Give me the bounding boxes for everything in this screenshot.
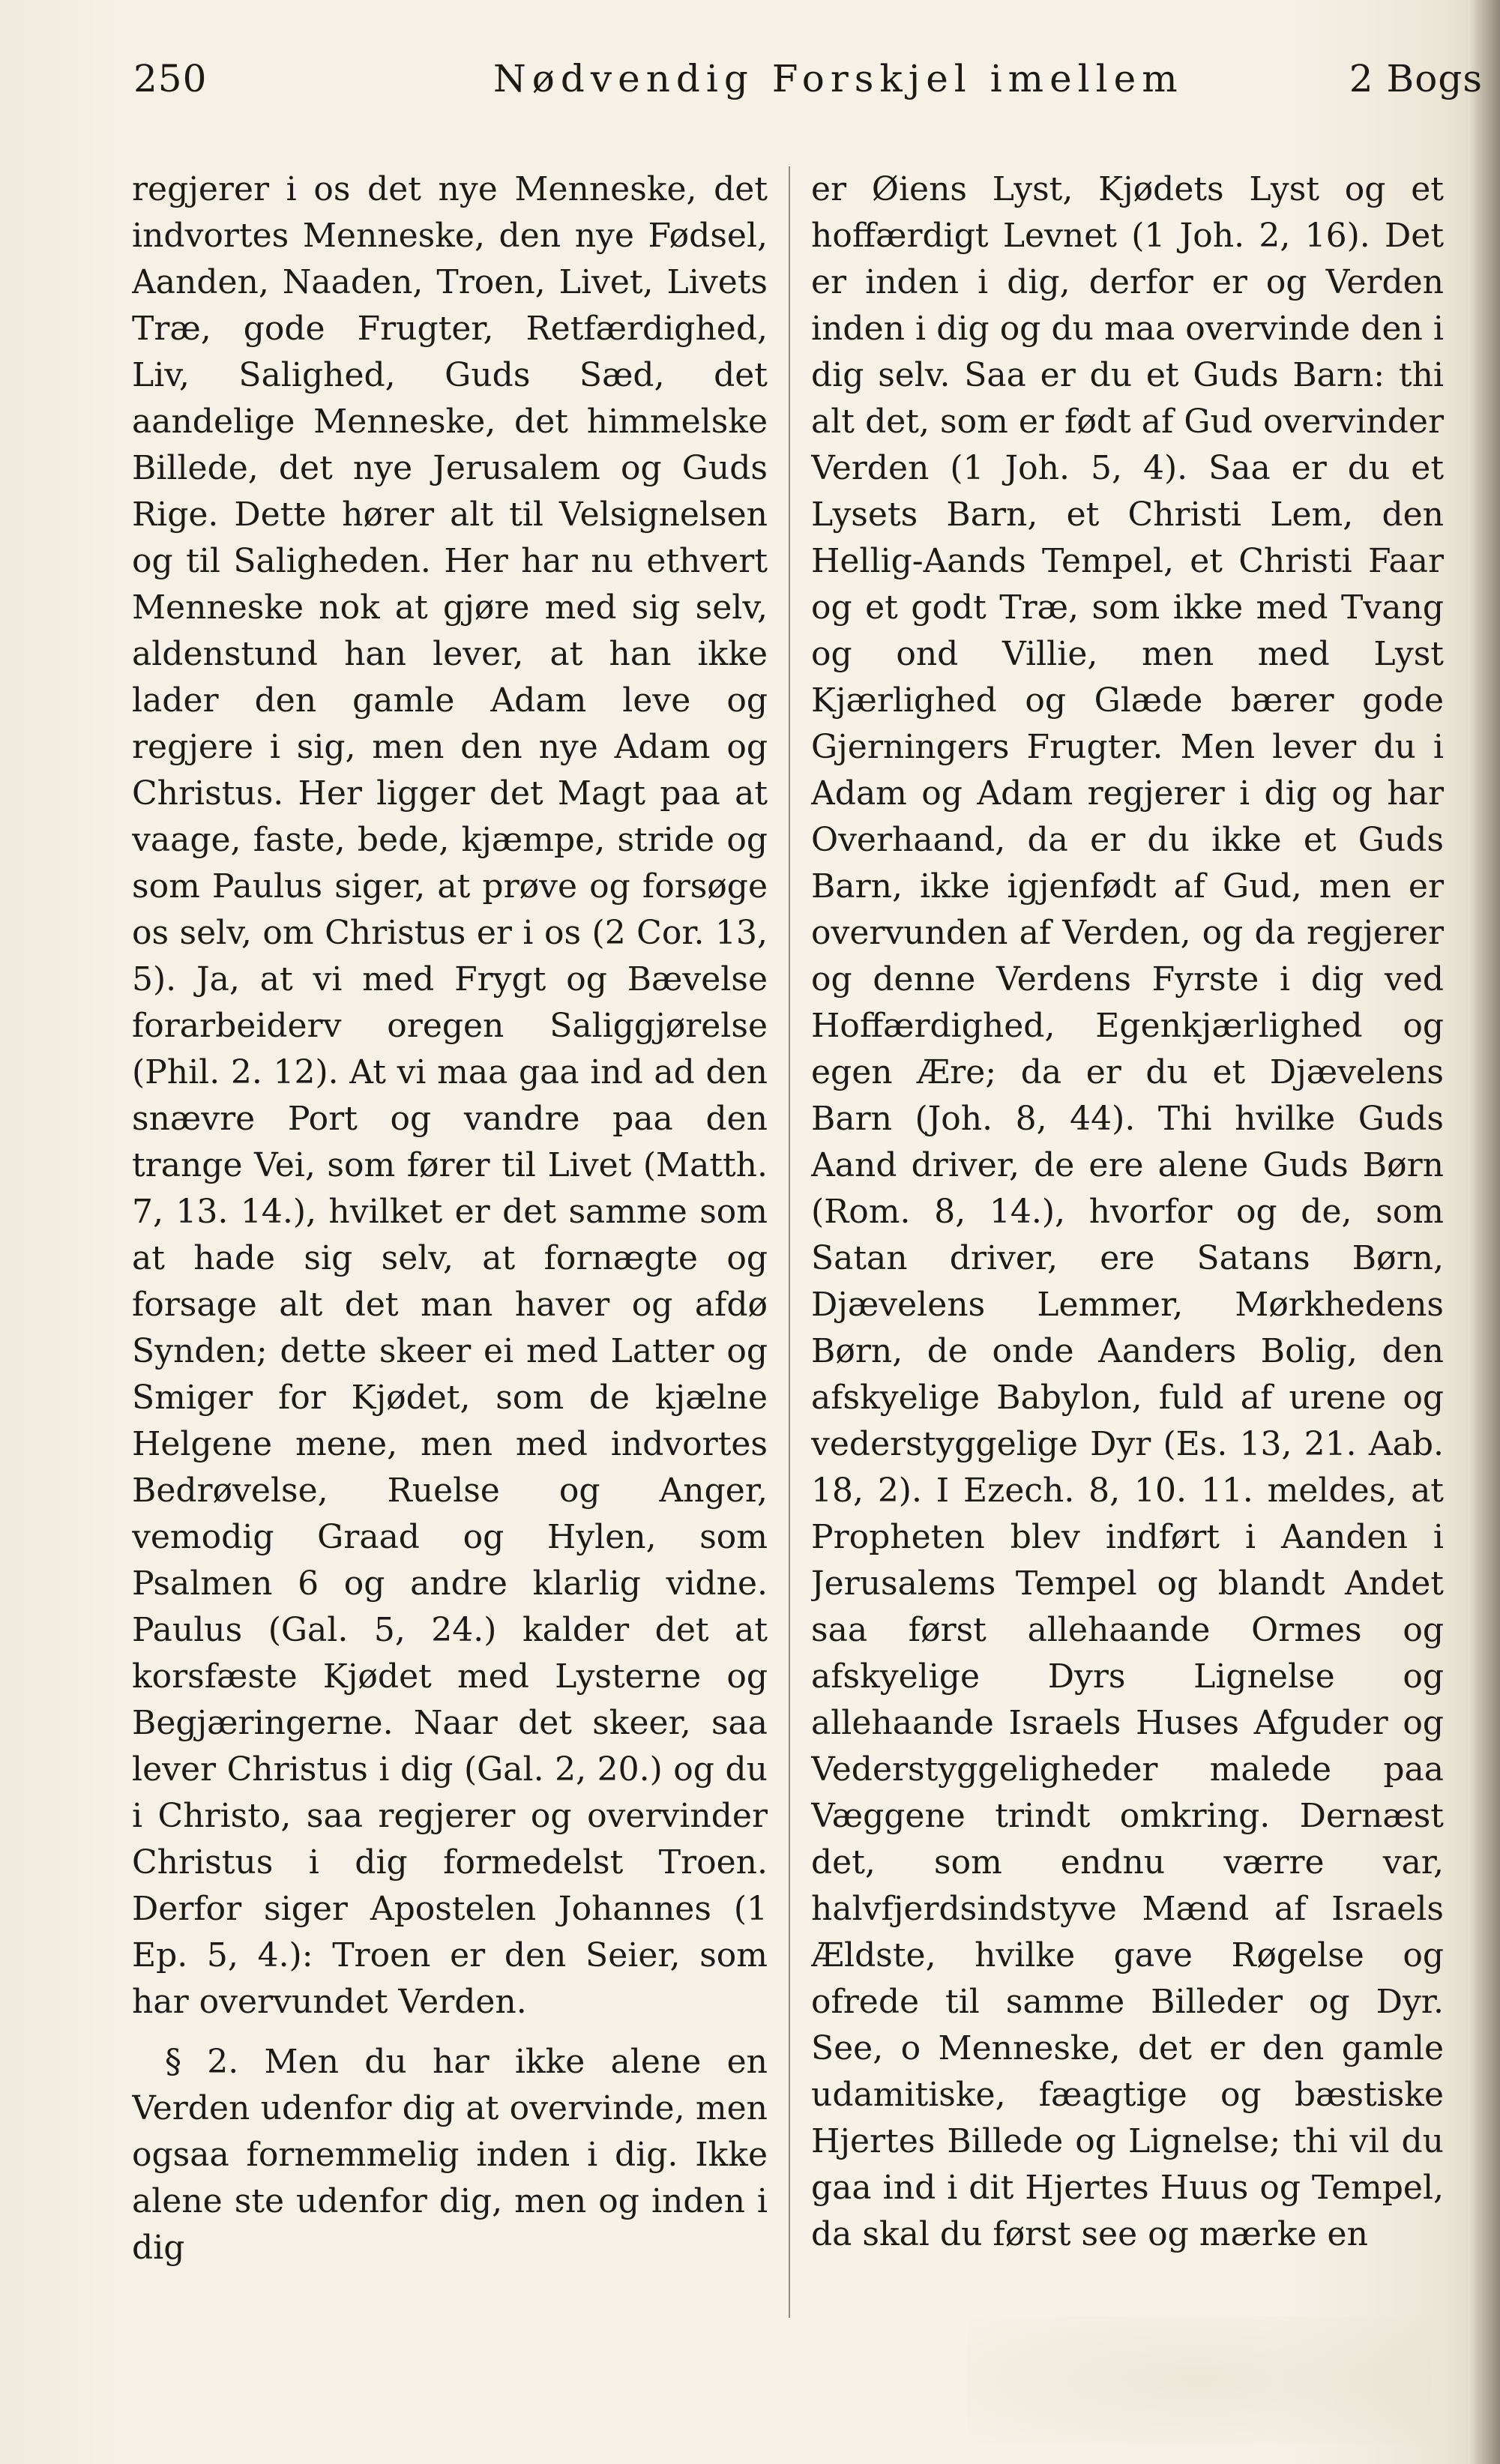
running-header — [133, 51, 1483, 118]
right-paragraph-1: er Øiens Lyst, Kjødets Lyst og et hoffærdigt Levnet (1 Joh. 2, 16). Det er inden i dig, derfor er og Verden inden i dig og du maa overvinde den i dig selv. Saa er du et Guds Barn: thi alt det, som er født af Gud overvinder Verden (1 Joh. 5, 4). Saa er du et Lysets Barn, et Christi Lem, den Hellig-Aands Tempel, et Christi Faar og et godt Træ, som ikke med Tvang og ond Villie, men med Lyst Kjærlighed og Glæde bærer gode Gjerningers Frugter. Men lever du i Adam og Adam regjerer i dig og har Overhaand, da er du ikke et Guds Barn, ikke igjenfødt af Gud, men er overvunden af Verden, og da regjerer og denne Verdens Fyrste i dig ved Hoffærdighed, Egenkjærlighed og egen Ære; da er du et Djævelens Barn (Joh. 8, 44). Thi hvilke Guds Aand driver, de ere alene Guds Børn (Rom. 8, 14.), hvorfor og de, som Satan driver, ere Satans Børn, Djævelens Lemmer, Mørkhedens Børn, de onde Aanders Bolig, den afskyelige Babylon, fuld af urene og vederstyggelige Dyr (Es. 13, 21. Aab. 18, 2). I Ezech. 8, 10. 11. meldes, at Propheten blev indført i Aanden i Jerusalems Tempel og blandt Andet saa først allehaande Ormes og afskyelige Dyrs Lignelse og allehaande Israels Huses Afguder og Vederstyggeligheder malede paa Væggene trindt omkring. Dernæst det, som endnu værre var, halvfjerdsindstyve Mænd af Israels Ældste, hvilke gave Røgelse og ofrede til samme Billeder og Dyr. See, o Menneske, det er den gamle udamitiske, fæagtige og bæstiske Hjertes Billede og Lignelse; thi vil du gaa ind i dit Hjertes Huus og Tempel, da skal du først see og mærke en — [811, 170, 1444, 2253]
left-paragraph-2: § 2. Men du har ikke alene en Verden udenfor dig at overvinde, men ogsaa fornemmelig inden i dig. Ikke alene ste udenfor dig, men og inden i dig — [132, 2043, 768, 2267]
right-column — [811, 166, 1444, 2400]
paper-stain — [967, 2316, 1432, 2444]
left-paragraph-1: regjerer i os det nye Menneske, det indvortes Menneske, den nye Fødsel, Aanden, Naaden, Troen, Livet, Livets Træ, gode Frugter, Retfærdighed, Liv, Salighed, Guds Sæd, det aandelige Menneske, det himmelske Billede, det nye Jerusalem og Guds Rige. Dette hører alt til Velsignelsen og til Saligheden. Her har nu ethvert Menneske nok at gjøre med sig selv, aldenstund han lever, at han ikke lader den gamle Adam leve og regjere i sig, men den nye Adam og Christus. Her ligger det Magt paa at vaage, faste, bede, kjæmpe, stride og som Paulus siger, at prøve og forsøge os selv, om Christus er i os (2 Cor. 13, 5). Ja, at vi med Frygt og Bævelse forarbeiderv oregen Saliggjørelse (Phil. 2. 12). At vi maa gaa ind ad den snævre Port og vandre paa den trange Vei, som fører til Livet (Matth. 7, 13. 14.), hvilket er det samme som at hade sig selv, at fornægte og forsage alt det man haver og afdø Synden; dette skeer ei med Latter og Smiger for Kjødet, som de kjælne Helgene mene, men med indvortes Bedrøvelse, Ruelse og Anger, vemodig Graad og Hylen, som Psalmen 6 og andre klarlig vidne. Paulus (Gal. 5, 24.) kalder det at korsfæste Kjødet med Lysterne og Begjæringerne. Naar det skeer, saa lever Christus i dig (Gal. 2, 20.) og du i Christo, saa regjerer og overvinder Christus i dig formedelst Troen. Derfor siger Apostelen Johannes (1 Ep. 5, 4.): Troen er den Seier, som har overvundet Verden. — [132, 170, 768, 2021]
header-right-label: 2 Bogs — [1349, 57, 1483, 100]
column-divider — [789, 166, 790, 2318]
running-title: Nødvendig Forskjel imellem — [493, 57, 1184, 100]
page-number: 250 — [133, 57, 208, 100]
left-column — [132, 166, 768, 2400]
book-gutter — [1469, 0, 1500, 2464]
